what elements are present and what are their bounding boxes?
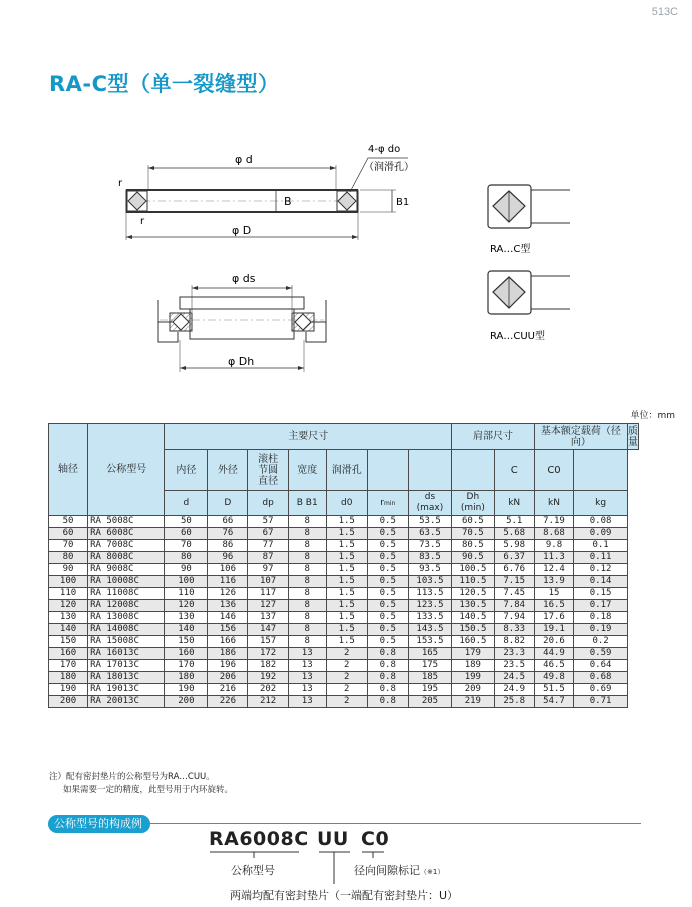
table-cell: 186 [208, 648, 248, 660]
table-cell: 166 [208, 636, 248, 648]
table-cell: 7.84 [494, 600, 534, 612]
table-row [49, 624, 639, 636]
table-cell: 110.5 [452, 576, 494, 588]
dim-b1-label: B1 [396, 197, 410, 208]
table-cell: 0.2 [574, 636, 628, 648]
header-load-rating: 基本额定载荷（径向） [534, 424, 627, 450]
dim-D-label: φ D [232, 224, 252, 237]
table-cell: 13 [288, 648, 326, 660]
dim-r-label-bottom: r [140, 216, 145, 227]
cell-model: RA 17013C [88, 660, 165, 672]
dim-ds-label: φ ds [232, 272, 256, 285]
header-sym-r: rmin [367, 491, 408, 516]
table-cell: 24.9 [494, 684, 534, 696]
table-cell: 160 [49, 648, 88, 660]
table-cell: 5.68 [494, 528, 534, 540]
table-cell: 13 [288, 684, 326, 696]
table-cell: 196 [208, 660, 248, 672]
code-uu: UU [317, 828, 349, 850]
table-cell: 93.5 [408, 564, 451, 576]
header-pitch: 滚柱节圆直径 [248, 450, 288, 491]
header-unit-kn-c: kN [494, 491, 534, 516]
table-cell: 20.6 [534, 636, 573, 648]
table-cell: 0.5 [367, 540, 408, 552]
cell-model: RA 8008C [88, 552, 165, 564]
table-cell: 0.15 [574, 588, 628, 600]
table-cell: 86 [208, 540, 248, 552]
variant-c-drawing [488, 185, 570, 228]
table-cell: 127 [248, 600, 288, 612]
unit-label: 单位：mm [630, 411, 675, 421]
header-width: 宽度 [288, 450, 326, 491]
table-cell: 150 [165, 636, 208, 648]
table-cell: 143.5 [408, 624, 451, 636]
cell-model: RA 20013C [88, 696, 165, 708]
dim-b-label: B [284, 195, 292, 208]
table-cell: 17.6 [534, 612, 573, 624]
table-cell: 8 [288, 516, 326, 528]
table-cell: 7.94 [494, 612, 534, 624]
table-cell: 200 [49, 696, 88, 708]
table-row [49, 552, 639, 564]
table-cell: 140.5 [452, 612, 494, 624]
table-cell: 133.5 [408, 612, 451, 624]
table-cell: 1.5 [326, 576, 367, 588]
table-cell: 113.5 [408, 588, 451, 600]
table-cell: 70 [165, 540, 208, 552]
table-cell: 103.5 [408, 576, 451, 588]
table-cell: 76 [208, 528, 248, 540]
table-cell: 5.98 [494, 540, 534, 552]
table-cell: 117 [248, 588, 288, 600]
cell-model: RA 15008C [88, 636, 165, 648]
table-cell: 150.5 [452, 624, 494, 636]
table-row [49, 660, 639, 672]
table-cell: 137 [248, 612, 288, 624]
dim-d-label: φ d [235, 153, 253, 166]
table-cell: 205 [408, 696, 451, 708]
table-cell: 130 [49, 612, 88, 624]
table-cell: 219 [452, 696, 494, 708]
bearing-diagrams [0, 0, 692, 400]
table-cell: 1.5 [326, 600, 367, 612]
table-cell: 0.5 [367, 516, 408, 528]
table-cell: 190 [49, 684, 88, 696]
header-sym-c0: C0 [534, 450, 573, 491]
header-unit-kn-c0: kN [534, 491, 573, 516]
table-row [49, 636, 639, 648]
cell-model: RA 14008C [88, 624, 165, 636]
table-cell: 49.8 [534, 672, 573, 684]
table-cell: 156 [208, 624, 248, 636]
spec-table-body [49, 516, 639, 708]
cell-model: RA 12008C [88, 600, 165, 612]
label-clearance: 径向间隙标记（※1） [354, 864, 445, 877]
table-cell: 8 [288, 600, 326, 612]
table-cell: 170 [49, 660, 88, 672]
header-unit-kg: kg [574, 491, 628, 516]
table-row [49, 564, 639, 576]
table-cell: 0.5 [367, 564, 408, 576]
table-cell: 23.5 [494, 660, 534, 672]
header-model: 公称型号 [88, 424, 165, 516]
code-section-pill: 公称型号的构成例 [48, 815, 150, 833]
code-c0: C0 [361, 828, 390, 850]
table-cell: 83.5 [408, 552, 451, 564]
table-cell: 87 [248, 552, 288, 564]
table-cell: 0.08 [574, 516, 628, 528]
table-cell: 73.5 [408, 540, 451, 552]
table-cell: 212 [248, 696, 288, 708]
table-cell: 7.45 [494, 588, 534, 600]
table-cell: 80 [165, 552, 208, 564]
dim-dh-label: φ Dh [228, 355, 255, 368]
table-cell: 8.33 [494, 624, 534, 636]
table-cell: 170 [165, 660, 208, 672]
table-cell: 8 [288, 612, 326, 624]
table-row [49, 516, 639, 528]
header-lube: 润滑孔 [326, 450, 367, 491]
table-cell: 120 [165, 600, 208, 612]
table-cell: 15 [534, 588, 573, 600]
header-blank-dh [452, 450, 494, 491]
header-sym-d: d [165, 491, 208, 516]
table-cell: 90 [165, 564, 208, 576]
table-cell: 2 [326, 660, 367, 672]
table-cell: 123.5 [408, 600, 451, 612]
table-cell: 23.3 [494, 648, 534, 660]
header-mass: 质量 [628, 425, 638, 448]
table-cell: 209 [452, 684, 494, 696]
table-cell: 13.9 [534, 576, 573, 588]
table-cell: 120 [49, 600, 88, 612]
header-blank-ds [408, 450, 451, 491]
table-cell: 24.5 [494, 672, 534, 684]
table-cell: 180 [49, 672, 88, 684]
table-cell: 0.18 [574, 612, 628, 624]
table-cell: 0.19 [574, 624, 628, 636]
header-outer: 外径 [208, 450, 248, 491]
table-row [49, 684, 639, 696]
table-cell: 8 [288, 588, 326, 600]
table-cell: 7.15 [494, 576, 534, 588]
cell-model: RA 16013C [88, 648, 165, 660]
table-cell: 97 [248, 564, 288, 576]
table-cell: 195 [408, 684, 451, 696]
table-cell: 25.8 [494, 696, 534, 708]
table-row [49, 528, 639, 540]
table-cell: 100.5 [452, 564, 494, 576]
table-cell: 100 [165, 576, 208, 588]
table-cell: 185 [408, 672, 451, 684]
table-cell: 110 [49, 588, 88, 600]
table-cell: 8 [288, 624, 326, 636]
table-cell: 50 [165, 516, 208, 528]
table-cell: 0.1 [574, 540, 628, 552]
table-cell: 0.5 [367, 576, 408, 588]
table-cell: 1.5 [326, 612, 367, 624]
table-row [49, 576, 639, 588]
table-cell: 2 [326, 696, 367, 708]
page-number: 513C [651, 6, 678, 18]
cell-model: RA 6008C [88, 528, 165, 540]
table-cell: 96 [208, 552, 248, 564]
table-cell: 130 [165, 612, 208, 624]
table-cell: 107 [248, 576, 288, 588]
table-cell: 0.8 [367, 672, 408, 684]
table-cell: 6.76 [494, 564, 534, 576]
header-sym-dp: dp [248, 491, 288, 516]
table-cell: 2 [326, 684, 367, 696]
table-cell: 7.19 [534, 516, 573, 528]
table-cell: 70.5 [452, 528, 494, 540]
variant-cuu-drawing [488, 271, 570, 314]
dim-r-label-top: r [118, 178, 123, 189]
header-inner: 内径 [165, 450, 208, 491]
cell-model: RA 18013C [88, 672, 165, 684]
table-cell: 5.1 [494, 516, 534, 528]
table-cell: 19.1 [534, 624, 573, 636]
table-cell: 202 [248, 684, 288, 696]
note-line-1: 注）配有密封垫片的公称型号为RA…CUU。 [49, 772, 215, 782]
header-sym-dh: Dh (min) [452, 491, 494, 516]
cell-model: RA 9008C [88, 564, 165, 576]
notes [49, 771, 233, 797]
table-row [49, 588, 639, 600]
table-cell: 67 [248, 528, 288, 540]
table-cell: 16.5 [534, 600, 573, 612]
table-cell: 179 [452, 648, 494, 660]
table-cell: 146 [208, 612, 248, 624]
table-cell: 0.59 [574, 648, 628, 660]
spec-table [48, 423, 639, 708]
table-cell: 126 [208, 588, 248, 600]
table-cell: 0.64 [574, 660, 628, 672]
table-cell: 0.14 [574, 576, 628, 588]
table-cell: 147 [248, 624, 288, 636]
table-cell: 57 [248, 516, 288, 528]
table-cell: 110 [165, 588, 208, 600]
table-cell: 0.5 [367, 552, 408, 564]
header-sym-b: B B1 [288, 491, 326, 516]
table-cell: 226 [208, 696, 248, 708]
table-cell: 0.5 [367, 612, 408, 624]
table-cell: 190 [165, 684, 208, 696]
header-sym-c: C [494, 450, 534, 491]
table-cell: 182 [248, 660, 288, 672]
table-cell: 6.37 [494, 552, 534, 564]
table-cell: 46.5 [534, 660, 573, 672]
table-row [49, 696, 639, 708]
table-cell: 216 [208, 684, 248, 696]
table-cell: 189 [452, 660, 494, 672]
table-cell: 0.5 [367, 588, 408, 600]
table-cell: 153.5 [408, 636, 451, 648]
table-cell: 130.5 [452, 600, 494, 612]
table-cell: 0.17 [574, 600, 628, 612]
table-cell: 66 [208, 516, 248, 528]
table-cell: 44.9 [534, 648, 573, 660]
table-cell: 1.5 [326, 564, 367, 576]
table-cell: 192 [248, 672, 288, 684]
header-sym-d0: d0 [326, 491, 367, 516]
table-cell: 80.5 [452, 540, 494, 552]
table-cell: 8 [288, 636, 326, 648]
table-cell: 8 [288, 540, 326, 552]
cell-model: RA 10008C [88, 576, 165, 588]
table-cell: 0.11 [574, 552, 628, 564]
table-cell: 51.5 [534, 684, 573, 696]
table-cell: 8 [288, 552, 326, 564]
table-cell: 140 [165, 624, 208, 636]
table-cell: 0.69 [574, 684, 628, 696]
table-cell: 1.5 [326, 540, 367, 552]
code-main: RA6008C [209, 828, 309, 850]
table-cell: 2 [326, 648, 367, 660]
table-row [49, 612, 639, 624]
table-cell: 172 [248, 648, 288, 660]
cell-model: RA 5008C [88, 516, 165, 528]
table-cell: 0.5 [367, 528, 408, 540]
table-cell: 175 [408, 660, 451, 672]
table-cell: 8 [288, 576, 326, 588]
table-cell: 54.7 [534, 696, 573, 708]
table-cell: 60 [49, 528, 88, 540]
table-cell: 1.5 [326, 552, 367, 564]
cell-model: RA 13008C [88, 612, 165, 624]
table-cell: 0.8 [367, 648, 408, 660]
table-row [49, 540, 639, 552]
table-cell: 8.82 [494, 636, 534, 648]
table-cell: 0.68 [574, 672, 628, 684]
cell-model: RA 11008C [88, 588, 165, 600]
variant-cuu-label: RA…CUU型 [490, 331, 546, 342]
table-cell: 60.5 [452, 516, 494, 528]
table-cell: 0.71 [574, 696, 628, 708]
header-blank-mass [574, 450, 628, 491]
table-cell: 13 [288, 696, 326, 708]
table-row [49, 600, 639, 612]
header-shaft-dia: 轴径 [49, 424, 88, 516]
table-cell: 50 [49, 516, 88, 528]
page-title: RA-C型（单一裂缝型） [49, 72, 280, 96]
label-seal: 两端均配有密封垫片（一端配有密封垫片：U） [230, 889, 459, 902]
table-cell: 8.68 [534, 528, 573, 540]
table-cell: 8 [288, 528, 326, 540]
table-cell: 80 [49, 552, 88, 564]
header-blank-r [367, 450, 408, 491]
table-cell: 0.5 [367, 636, 408, 648]
table-cell: 160.5 [452, 636, 494, 648]
table-cell: 9.8 [534, 540, 573, 552]
table-cell: 1.5 [326, 528, 367, 540]
header-sym-D: D [208, 491, 248, 516]
table-cell: 90.5 [452, 552, 494, 564]
table-cell: 12.4 [534, 564, 573, 576]
table-cell: 200 [165, 696, 208, 708]
cell-model: RA 7008C [88, 540, 165, 552]
header-sym-ds: ds (max) [408, 491, 451, 516]
table-cell: 0.5 [367, 624, 408, 636]
table-cell: 199 [452, 672, 494, 684]
table-cell: 120.5 [452, 588, 494, 600]
table-cell: 1.5 [326, 516, 367, 528]
table-cell: 53.5 [408, 516, 451, 528]
table-cell: 8 [288, 564, 326, 576]
table-cell: 70 [49, 540, 88, 552]
label-model: 公称型号 [231, 864, 275, 877]
header-shoulder: 肩部尺寸 [452, 424, 535, 450]
table-cell: 0.5 [367, 600, 408, 612]
table-cell: 0.8 [367, 660, 408, 672]
table-cell: 150 [49, 636, 88, 648]
cell-model: RA 19013C [88, 684, 165, 696]
table-cell: 165 [408, 648, 451, 660]
table-cell: 1.5 [326, 588, 367, 600]
table-cell: 106 [208, 564, 248, 576]
lube-hole-note: （润滑孔） [364, 162, 414, 173]
header-main-dims: 主要尺寸 [165, 424, 452, 450]
table-cell: 180 [165, 672, 208, 684]
table-cell: 136 [208, 600, 248, 612]
table-cell: 100 [49, 576, 88, 588]
table-cell: 0.8 [367, 684, 408, 696]
table-cell: 160 [165, 648, 208, 660]
table-cell: 1.5 [326, 636, 367, 648]
table-cell: 60 [165, 528, 208, 540]
table-row [49, 672, 639, 684]
table-cell: 0.09 [574, 528, 628, 540]
table-cell: 0.8 [367, 696, 408, 708]
variant-c-label: RA…C型 [490, 244, 531, 255]
lube-hole-label: 4-φ do [368, 144, 401, 155]
table-cell: 206 [208, 672, 248, 684]
table-cell: 140 [49, 624, 88, 636]
table-cell: 77 [248, 540, 288, 552]
table-cell: 13 [288, 660, 326, 672]
table-cell: 157 [248, 636, 288, 648]
table-cell: 90 [49, 564, 88, 576]
table-cell: 11.3 [534, 552, 573, 564]
table-cell: 116 [208, 576, 248, 588]
table-cell: 0.12 [574, 564, 628, 576]
table-cell: 63.5 [408, 528, 451, 540]
table-row [49, 648, 639, 660]
note-line-2: 如果需要一定的精度，此型号用于内环旋转。 [63, 785, 234, 795]
table-cell: 1.5 [326, 624, 367, 636]
table-cell: 2 [326, 672, 367, 684]
table-cell: 13 [288, 672, 326, 684]
